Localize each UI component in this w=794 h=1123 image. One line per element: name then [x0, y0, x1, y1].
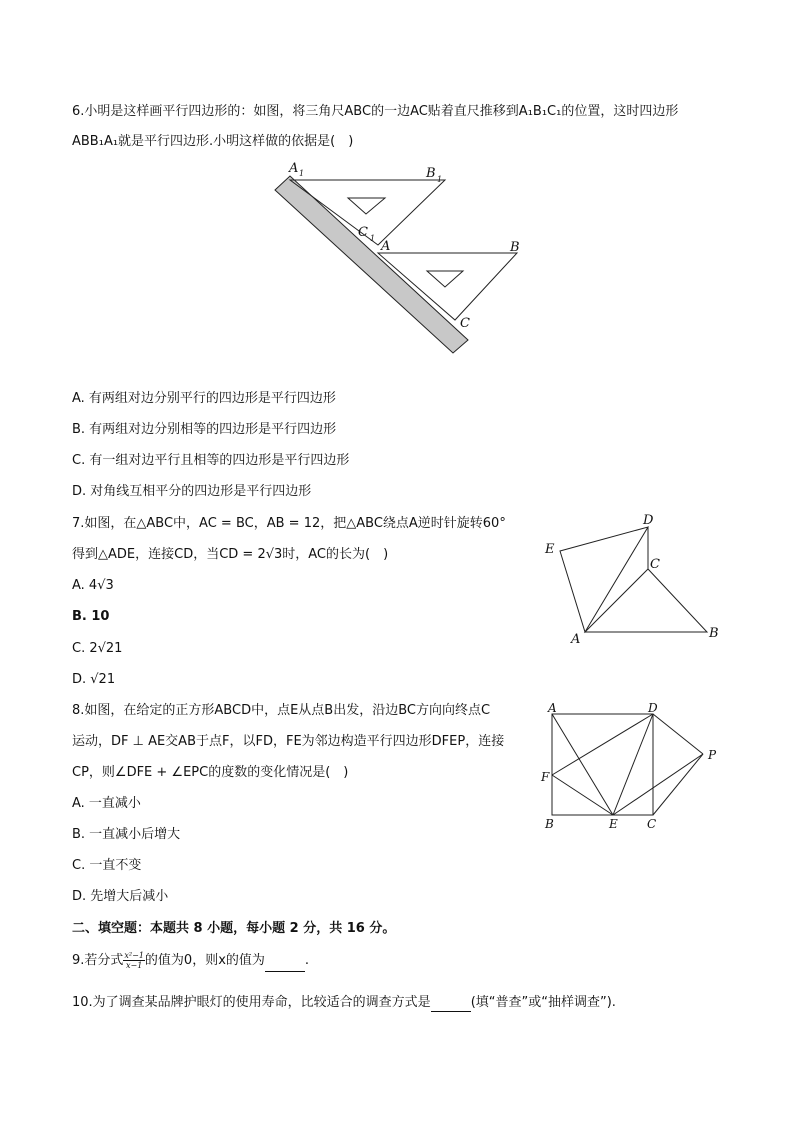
q9-stem — [72, 950, 309, 972]
q7-stem-line2: 得到△ADE，连接CD，当CD = 2√3时，AC的长为( ) — [72, 547, 389, 562]
q6-option-d: D. 对角线互相平分的四边形是平行四边形 — [72, 484, 312, 499]
q7-option-c: C. 2√21 — [72, 641, 123, 656]
label-b1-sub: 1 — [437, 175, 443, 184]
label-c: C — [647, 817, 657, 831]
q7-option-a: A. 4√3 — [72, 578, 114, 593]
label-a: A — [381, 239, 391, 254]
label-e: E — [609, 817, 618, 831]
q6-option-c: C. 有一组对边平行且相等的四边形是平行四边形 — [72, 453, 350, 468]
label-c1-sub: 1 — [370, 234, 376, 243]
ruler — [275, 176, 468, 353]
q7-figure — [540, 510, 730, 650]
label-a1: A — [289, 161, 299, 176]
segment-ae — [552, 714, 613, 815]
label-c1: C — [358, 225, 368, 240]
label-a: A — [571, 632, 581, 647]
q8-stem-line1: 8.如图，在给定的正方形ABCD中，点E从点B出发，沿边BC方向向终点C — [72, 703, 491, 718]
label-a1-sub: 1 — [299, 169, 305, 178]
label-b: B — [709, 626, 719, 641]
q8-stem-line3: CP，则∠DFE + ∠EPC的度数的变化情况是( ) — [72, 765, 349, 780]
q8-option-c: C. 一直不变 — [72, 858, 142, 873]
label-b: B — [545, 817, 554, 831]
triangle-a1b1c1-hole — [348, 198, 385, 214]
q9-suffix: 的值为0，则x的值为 — [144, 953, 265, 968]
q9-fraction-numerator: x²−1 — [124, 951, 144, 960]
q8-figure — [535, 695, 730, 835]
segment-cp — [653, 754, 703, 815]
label-f: F — [541, 770, 550, 784]
q6-stem-line2: ABB₁A₁就是平行四边形.小明这样做的依据是( ) — [72, 134, 354, 149]
q9-answer-blank[interactable] — [265, 959, 305, 972]
label-b1: B — [426, 166, 436, 181]
q6-figure — [270, 158, 530, 358]
label-d: D — [643, 513, 654, 528]
q10-text: 10.为了调查某品牌护眼灯的使用寿命，比较适合的调查方式是 — [72, 995, 431, 1010]
segment-ep — [613, 754, 703, 815]
segment-de — [613, 714, 653, 815]
label-p: P — [708, 748, 717, 762]
label-e: E — [545, 542, 555, 557]
label-d: D — [648, 701, 658, 715]
q10-stem — [72, 994, 616, 1012]
q10-end: (填“普查”或“抽样调查”). — [470, 995, 616, 1010]
section-fill-in-heading: 二、填空题：本题共 8 小题，每小题 2 分，共 16 分。 — [72, 921, 396, 936]
segment-df — [552, 714, 653, 775]
label-c: C — [650, 557, 660, 572]
label-b: B — [510, 240, 520, 255]
triangle-ade — [560, 527, 648, 632]
square-abcd — [552, 714, 653, 815]
segment-dp — [653, 714, 703, 754]
q9-prefix: 9.若分式 — [72, 953, 124, 968]
label-c: C — [460, 316, 470, 331]
triangle-abc — [585, 569, 707, 632]
q6-option-b: B. 有两组对边分别相等的四边形是平行四边形 — [72, 422, 337, 437]
q8-option-d: D. 先增大后减小 — [72, 889, 169, 904]
q7-option-b: B. 10 — [72, 609, 110, 624]
triangle-abc-hole — [427, 271, 463, 287]
q6-option-a: A. 有两组对边分别平行的四边形是平行四边形 — [72, 391, 336, 406]
q8-option-a: A. 一直减小 — [72, 796, 141, 811]
q8-stem-line2: 运动，DF ⊥ AE交AB于点F，以FD，FE为邻边构造平行四边形DFEP，连接 — [72, 734, 505, 749]
label-a: A — [548, 701, 557, 715]
q10-answer-blank[interactable] — [431, 999, 471, 1012]
segment-fe — [552, 775, 613, 815]
q7-stem-line1: 7.如图，在△ABC中，AC = BC，AB = 12，把△ABC绕点A逆时针旋转60° — [72, 516, 506, 531]
q8-option-b: B. 一直减小后增大 — [72, 827, 181, 842]
q9-fraction — [123, 951, 145, 970]
q9-end: . — [304, 953, 310, 968]
q9-fraction-denominator: x−1 — [126, 961, 143, 970]
q7-option-d: D. √21 — [72, 672, 116, 687]
q6-stem-line1: 6.小明是这样画平行四边形的：如图，将三角尺ABC的一边AC贴着直尺推移到A₁B₁C₁的位置，这时四边形 — [72, 104, 679, 119]
